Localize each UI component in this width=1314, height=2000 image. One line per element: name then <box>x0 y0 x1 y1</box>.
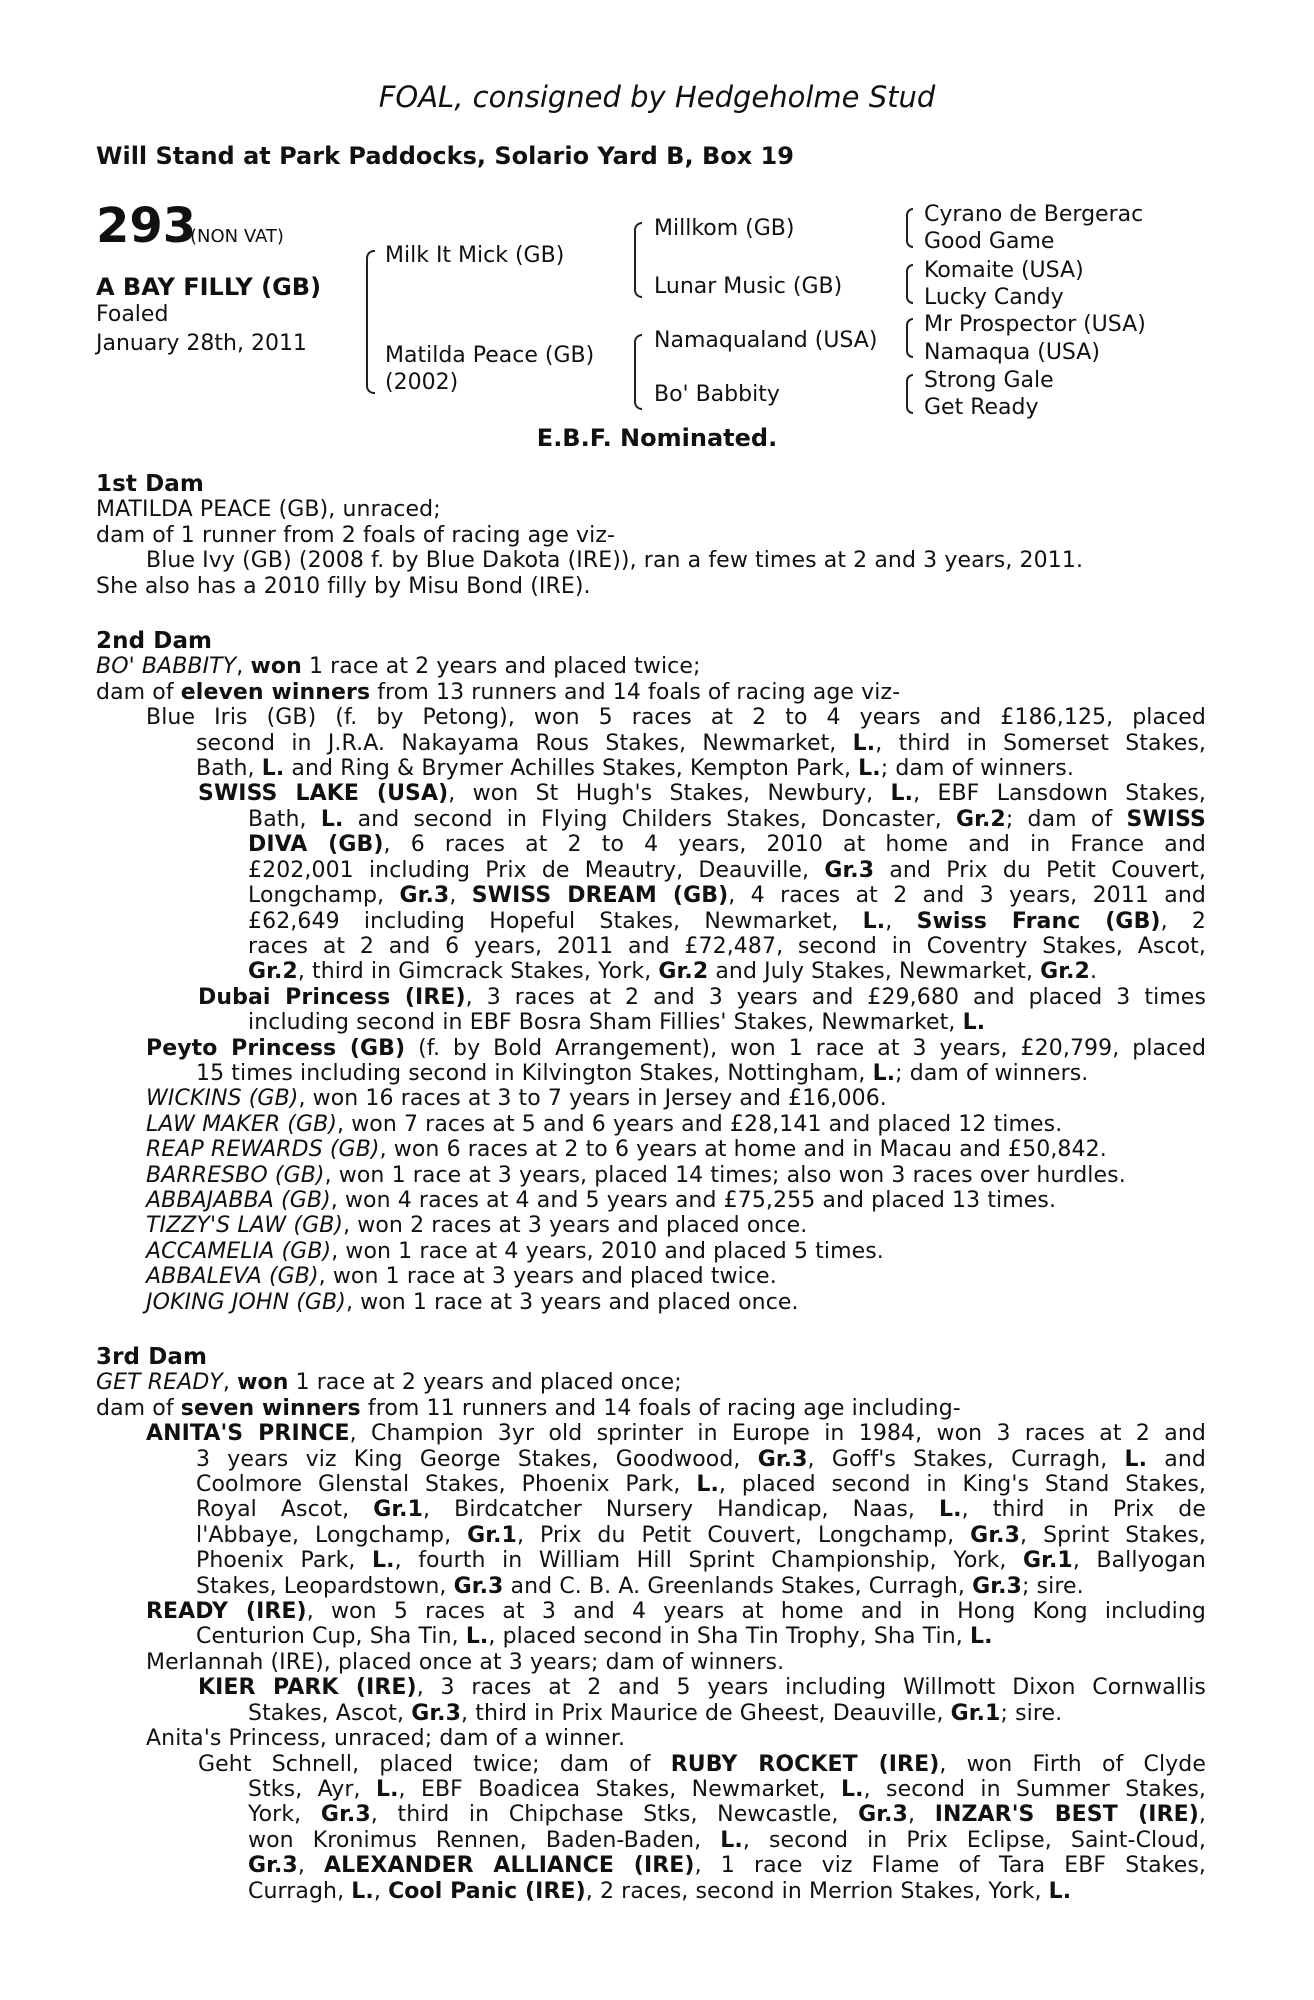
sire-sire: Millkom (GB) <box>654 216 795 241</box>
g3-2: Good Game <box>924 229 1055 254</box>
horse-description: A BAY FILLY (GB) <box>96 273 322 301</box>
ebf-nomination: E.B.F. Nominated. <box>536 424 778 452</box>
winner-line: ACCAMELIA (GB), won 1 race at 4 years, 2010 and placed 5 times. <box>146 1238 884 1264</box>
winner-line: BARRESBO (GB), won 1 race at 3 years, placed 14 times; also won 3 races over hurdles. <box>146 1162 1126 1188</box>
third-dam-heading: 3rd Dam <box>96 1344 208 1370</box>
winner-line: TIZZY'S LAW (GB), won 2 races at 3 years and placed once. <box>146 1213 808 1239</box>
pedigree-brace <box>634 222 642 298</box>
g3-4: Lucky Candy <box>924 285 1064 310</box>
produce-merlannah: Merlannah (IRE), placed once at 3 years; dam of winners. <box>146 1649 785 1675</box>
winner-line: LAW MAKER (GB), won 7 races at 5 and 6 years and £28,141 and placed 12 times. <box>146 1111 1063 1137</box>
dam-sire: Namaqualand (USA) <box>654 328 878 353</box>
dam-dam: Bo' Babbity <box>654 382 780 407</box>
pedigree-brace <box>906 318 913 358</box>
dam: Matilda Peace (GB) <box>385 343 595 368</box>
dam-sections <box>96 472 1206 1904</box>
produce-ready: READY (IRE), won 5 races at 3 and 4 years at home and in Hong Kong including Centurion Cup, Sha Tin, L., placed second in Sha Tin Trophy, Sha Tin, L. Merlannah (IRE), placed once at 3 years; dam of winners. <box>146 1599 1206 1675</box>
sire: Milk It Mick (GB) <box>385 243 565 268</box>
winner-line: REAP REWARDS (GB), won 6 races at 2 to 6 years at home and in Macau and £50,842. <box>146 1137 1107 1163</box>
first-dam-heading: 1st Dam <box>96 471 204 497</box>
g3-5: Mr Prospector (USA) <box>924 312 1146 337</box>
first-dam-line: dam of 1 runner from 2 foals of racing age viz- <box>96 522 616 548</box>
pedigree-brace <box>634 334 642 410</box>
vat-status: (NON VAT) <box>190 226 284 247</box>
winner-line: ABBAJABBA (GB), won 4 races at 4 and 5 years and £75,255 and placed 13 times. <box>146 1187 1057 1213</box>
g3-7: Strong Gale <box>924 368 1054 393</box>
stand-location: Will Stand at Park Paddocks, Solario Yard B, Box 19 <box>96 142 794 170</box>
produce-swiss-lake: SWISS LAKE (USA), won St Hugh's Stakes, Newbury, L., EBF Lansdown Stakes, Bath, L. and second in Flying Childers Stakes, Doncaster, Gr.2; dam of SWISS DIVA (GB), 6 races at 2 to 4 years, 2010 at home and in France and £202,001 including Prix de Meautry, Deauville, Gr.3 and Prix du Petit Couvert, Longchamp, Gr.3, SWISS DREAM (GB), 4 races at 2 and 3 years, 2011 and £62,649 including Hopeful Stakes, Newmarket, L., Swiss Franc (GB), 2 races at 2 and 6 years, 2011 and £72,487, second in Coventry Stakes, Ascot, Gr.2, third in Gimcrack Stakes, York, Gr.2 and July Stakes, Newmarket, Gr.2. Dubai Princess (IRE), 3 races at 2 and 3 years and £29,680 and placed 3 times including second in EBF Bosra Sham Fillies' Stakes, Newmarket, L. <box>198 781 1207 1036</box>
produce-anitas-prince: ANITA'S PRINCE, Champion 3yr old sprinter in Europe in 1984, won 3 races at 2 and 3 years viz King George Stakes, Goodwood, Gr.3, Goff's Stakes, Curragh, L. and Coolmore Glenstal Stakes, Phoenix Park, L., placed second in King's Stand Stakes, Royal Ascot, Gr.1, Birdcatcher Nursery Handicap, Naas, L., third in Prix de l'Abbaye, Longchamp, Gr.1, Prix du Petit Couvert, Longchamp, Gr.3, Sprint Stakes, Phoenix Park, L., fourth in William Hill Sprint Championship, York, Gr.1, Ballyogan Stakes, Leopardstown, Gr.3 and C. B. A. Greenlands Stakes, Curragh, Gr.3; sire. <box>146 1421 1207 1599</box>
catalogue-header: FOAL, consigned by Hedgeholme Stud <box>378 80 936 114</box>
pedigree-brace <box>906 374 913 414</box>
pedigree-brace <box>906 208 913 248</box>
g3-3: Komaite (USA) <box>924 258 1084 283</box>
third-dam-record: dam of seven winners from 11 runners and 14 foals of racing age including- <box>96 1395 961 1421</box>
g3-8: Get Ready <box>924 395 1039 420</box>
first-dam-line: MATILDA PEACE (GB), unraced; <box>96 497 441 523</box>
winner-line: ABBALEVA (GB), won 1 race at 3 years and placed twice. <box>146 1264 777 1290</box>
lot-number: 293 <box>96 198 197 254</box>
sire-dam: Lunar Music (GB) <box>654 274 843 299</box>
other-winners <box>96 1086 1206 1315</box>
second-dam-intro: BO' BABBITY, won 1 race at 2 years and placed twice; <box>96 654 701 680</box>
produce-blue-iris: Blue Iris (GB) (f. by Petong), won 5 races at 2 to 4 years and £186,125, placed second in J.R.A. Nakayama Rous Stakes, Newmarket, L., third in Somerset Stakes, Bath, L. and Ring & Brymer Achilles Stakes, Kempton Park, L.; dam of winners. <box>146 705 1206 782</box>
first-dam-produce: Blue Ivy (GB) (2008 f. by Blue Dakota (IRE)), ran a few times at 2 and 3 years, 2011. <box>146 548 1084 574</box>
pedigree-brace <box>906 264 913 304</box>
dam-year: (2002) <box>385 370 459 395</box>
pedigree-brace <box>366 250 375 394</box>
produce-anitas-princess: Anita's Princess, unraced; dam of a winner. <box>146 1726 626 1752</box>
foaled-date: January 28th, 2011 <box>96 331 307 356</box>
second-dam-record: dam of eleven winners from 13 runners and 14 foals of racing age viz- <box>96 679 901 705</box>
g3-6: Namaqua (USA) <box>924 340 1100 365</box>
g3-1: Cyrano de Bergerac <box>924 202 1144 227</box>
winner-line: WICKINS (GB), won 16 races at 3 to 7 years in Jersey and £16,006. <box>146 1086 887 1112</box>
third-dam-intro: GET READY, won 1 race at 2 years and placed once; <box>96 1370 682 1396</box>
produce-geht-schnell: Geht Schnell, placed twice; dam of RUBY ROCKET (IRE), won Firth of Clyde Stks, Ayr, L., EBF Boadicea Stakes, Newmarket, L., second in Summer Stakes, York, Gr.3, third in Chipchase Stks, Newcastle, Gr.3, INZAR'S BEST (IRE), won Kronimus Rennen, Baden-Baden, L., second in Prix Eclipse, Saint-Cloud, Gr.3, ALEXANDER ALLIANCE (IRE), 1 race viz Flame of Tara EBF Stakes, Curragh, L., Cool Panic (IRE), 2 races, second in Merrion Stakes, York, L. <box>198 1751 1207 1904</box>
winner-line: JOKING JOHN (GB), won 1 race at 3 years and placed once. <box>146 1289 799 1315</box>
second-dam-heading: 2nd Dam <box>96 628 213 655</box>
first-dam-line: She also has a 2010 filly by Misu Bond (IRE). <box>96 573 591 599</box>
produce-peyto-princess: Peyto Princess (GB) (f. by Bold Arrangement), won 1 race at 3 years, £20,799, placed 15 times including second in Kilvington Stakes, Nottingham, L.; dam of winners. <box>146 1035 1207 1086</box>
foaled-label: Foaled <box>96 302 169 327</box>
produce-kier-park: KIER PARK (IRE), 3 races at 2 and 5 years including Willmott Dixon Cornwallis Stakes, Ascot, Gr.3, third in Prix Maurice de Gheest, Deauville, Gr.1; sire. <box>198 1675 1206 1726</box>
